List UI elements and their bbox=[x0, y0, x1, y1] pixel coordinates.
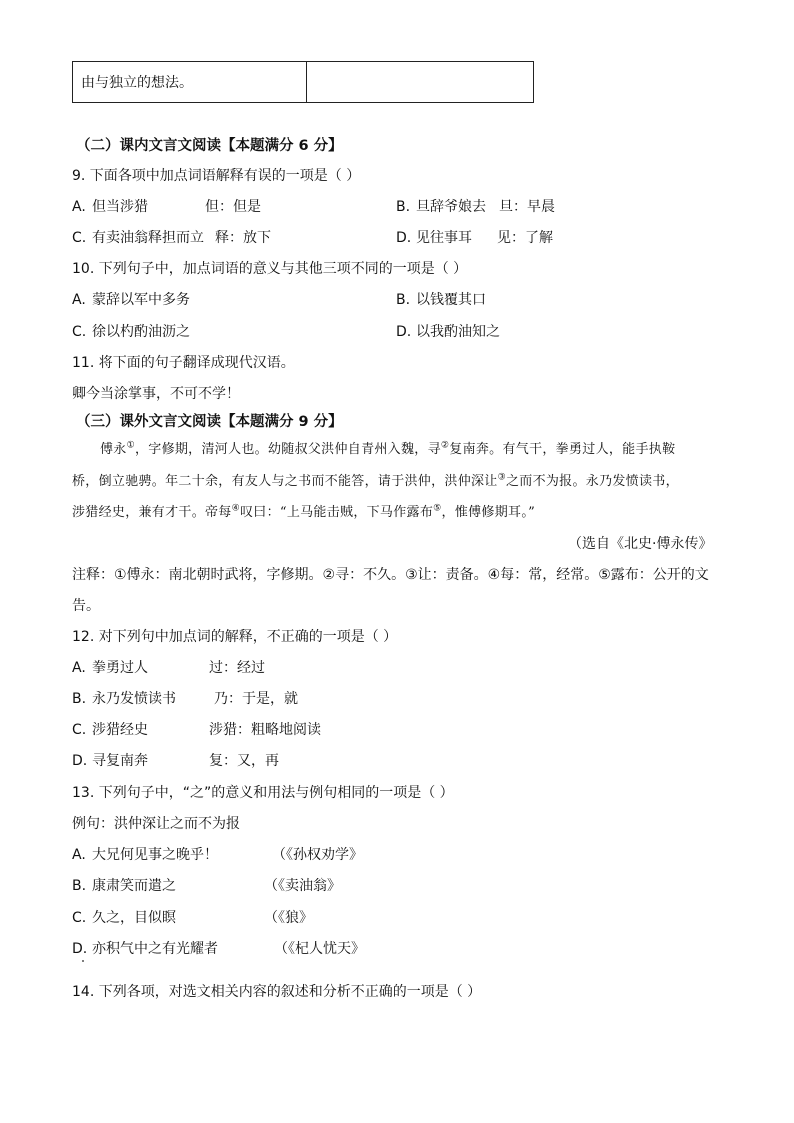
q13-option-c-letter: C. bbox=[72, 910, 87, 926]
q9-option-d-gloss: 见：了解 bbox=[497, 230, 553, 246]
q12-option-c-gloss: 涉猎：粗略地阅读 bbox=[209, 722, 321, 738]
q11-stem: 11. 将下面的句子翻译成现代汉语。 bbox=[72, 355, 295, 371]
q13-option-b-source: （《卖油翁》 bbox=[264, 878, 341, 894]
q10-option-d-letter: D. bbox=[396, 324, 412, 340]
q12-option-d-phrase: 寻复南奔 bbox=[92, 753, 148, 769]
q9-option-a-phrase: 但当涉猎 bbox=[92, 199, 148, 215]
notes-line-2: 告。 bbox=[72, 598, 100, 614]
q12-option-a-gloss: 过：经过 bbox=[209, 660, 265, 676]
q13-option-b-letter: B. bbox=[72, 878, 87, 894]
notes-line-1: 注释：①傅永：南北朝时武将，字修期。②寻：不久。③让：责备。④每：常，经常。⑤露布：公开的文 bbox=[72, 567, 709, 583]
q9-option-a-gloss: 但：但是 bbox=[205, 199, 261, 215]
q13-option-b-text: 康肃笑而遣之 bbox=[92, 878, 176, 894]
q12-stem: 12. 对下列句中加点词的解释，不正确的一项是（ ） bbox=[72, 629, 398, 645]
q14-stem: 14. 下列各项，对选文相关内容的叙述和分析不正确的一项是（ ） bbox=[72, 984, 482, 1000]
q12-option-b-gloss: 乃：于是，就 bbox=[214, 691, 298, 707]
q13-stem: 13. 下列句子中，“之”的意义和用法与例句相同的一项是（ ） bbox=[72, 785, 454, 801]
q9-option-c-phrase: 有卖油翁释担而立 bbox=[92, 230, 204, 246]
passage-source: （选自《北史·傅永传》 bbox=[568, 536, 713, 552]
q9-option-b-letter: B. bbox=[396, 199, 411, 215]
passage-line-1: 傅永①，字修期，清河人也。幼随叔父洪仲自青州入魏，寻②复南奔。有气干，拳勇过人，能手执鞍 bbox=[100, 440, 676, 457]
passage-line-2: 桥，倒立驰骋。年二十余，有友人与之书而不能答，请于洪仲，洪仲深让③之而不为报。永乃发愤读书， bbox=[72, 472, 679, 489]
table-cell-left: 由与独立的想法。 bbox=[73, 62, 307, 103]
q9-option-a-letter: A. bbox=[72, 199, 86, 215]
q9-stem: 9. 下面各项中加点词语解释有误的一项是（ ） bbox=[72, 168, 361, 184]
q13-option-a-letter: A. bbox=[72, 847, 86, 863]
q10-option-b-text: 以钱覆其口 bbox=[416, 292, 486, 308]
q10-option-c-text: 徐以杓酌油沥之 bbox=[92, 324, 190, 340]
q10-option-d-text: 以我酌油知之 bbox=[416, 324, 500, 340]
q10-stem: 10. 下列句子中，加点词语的意义与其他三项不同的一项是（ ） bbox=[72, 261, 468, 277]
section2-heading: （二）课内文言文阅读【本题满分 6 分】 bbox=[76, 138, 343, 154]
q13-option-a-source: （《孙权劝学》 bbox=[272, 847, 363, 863]
q10-option-a-text: 蒙辞以军中多务 bbox=[92, 292, 190, 308]
q13-option-a-text: 大兄何见事之晚乎！ bbox=[92, 847, 218, 863]
q13-option-d-letter: D. bbox=[72, 941, 88, 957]
stray-dot bbox=[82, 960, 84, 962]
q13-option-d-text: 亦积气中之有光耀者 bbox=[92, 941, 218, 957]
q11-sentence: 卿今当涂掌事，不可不学！ bbox=[72, 386, 240, 402]
q13-option-d-source: （《杞人忧天》 bbox=[274, 941, 365, 957]
q13-example: 例句：洪仲深让之而不为报 bbox=[72, 816, 240, 832]
q12-option-d-letter: D. bbox=[72, 753, 88, 769]
q9-option-d-letter: D. bbox=[396, 230, 412, 246]
q12-option-c-phrase: 涉猎经史 bbox=[92, 722, 148, 738]
q9-option-c-gloss: 释：放下 bbox=[215, 230, 271, 246]
q9-option-b-gloss: 旦：早晨 bbox=[499, 199, 555, 215]
section3-heading: （三）课外文言文阅读【本题满分 9 分】 bbox=[76, 414, 343, 430]
q12-option-c-letter: C. bbox=[72, 722, 87, 738]
q12-option-a-phrase: 拳勇过人 bbox=[92, 660, 148, 676]
q13-option-c-text: 久之，目似瞑 bbox=[92, 910, 176, 926]
q12-option-b-letter: B. bbox=[72, 691, 87, 707]
table-cell-right bbox=[307, 62, 534, 103]
q12-option-a-letter: A. bbox=[72, 660, 86, 676]
q9-option-b-phrase: 旦辞爷娘去 bbox=[416, 199, 486, 215]
q9-option-d-phrase: 见往事耳 bbox=[416, 230, 472, 246]
q12-option-d-gloss: 复：又，再 bbox=[209, 753, 279, 769]
q9-option-c-letter: C. bbox=[72, 230, 87, 246]
q13-option-c-source: （《狼》 bbox=[264, 910, 313, 926]
passage-line-3: 涉猎经史，兼有才干。帝每④叹曰：“上马能击贼，下马作露布⑤，惟傅修期耳。” bbox=[72, 503, 536, 520]
q12-option-b-phrase: 永乃发愤读书 bbox=[92, 691, 176, 707]
q10-option-c-letter: C. bbox=[72, 324, 87, 340]
q10-option-a-letter: A. bbox=[72, 292, 86, 308]
answer-table bbox=[72, 61, 534, 103]
q10-option-b-letter: B. bbox=[396, 292, 411, 308]
